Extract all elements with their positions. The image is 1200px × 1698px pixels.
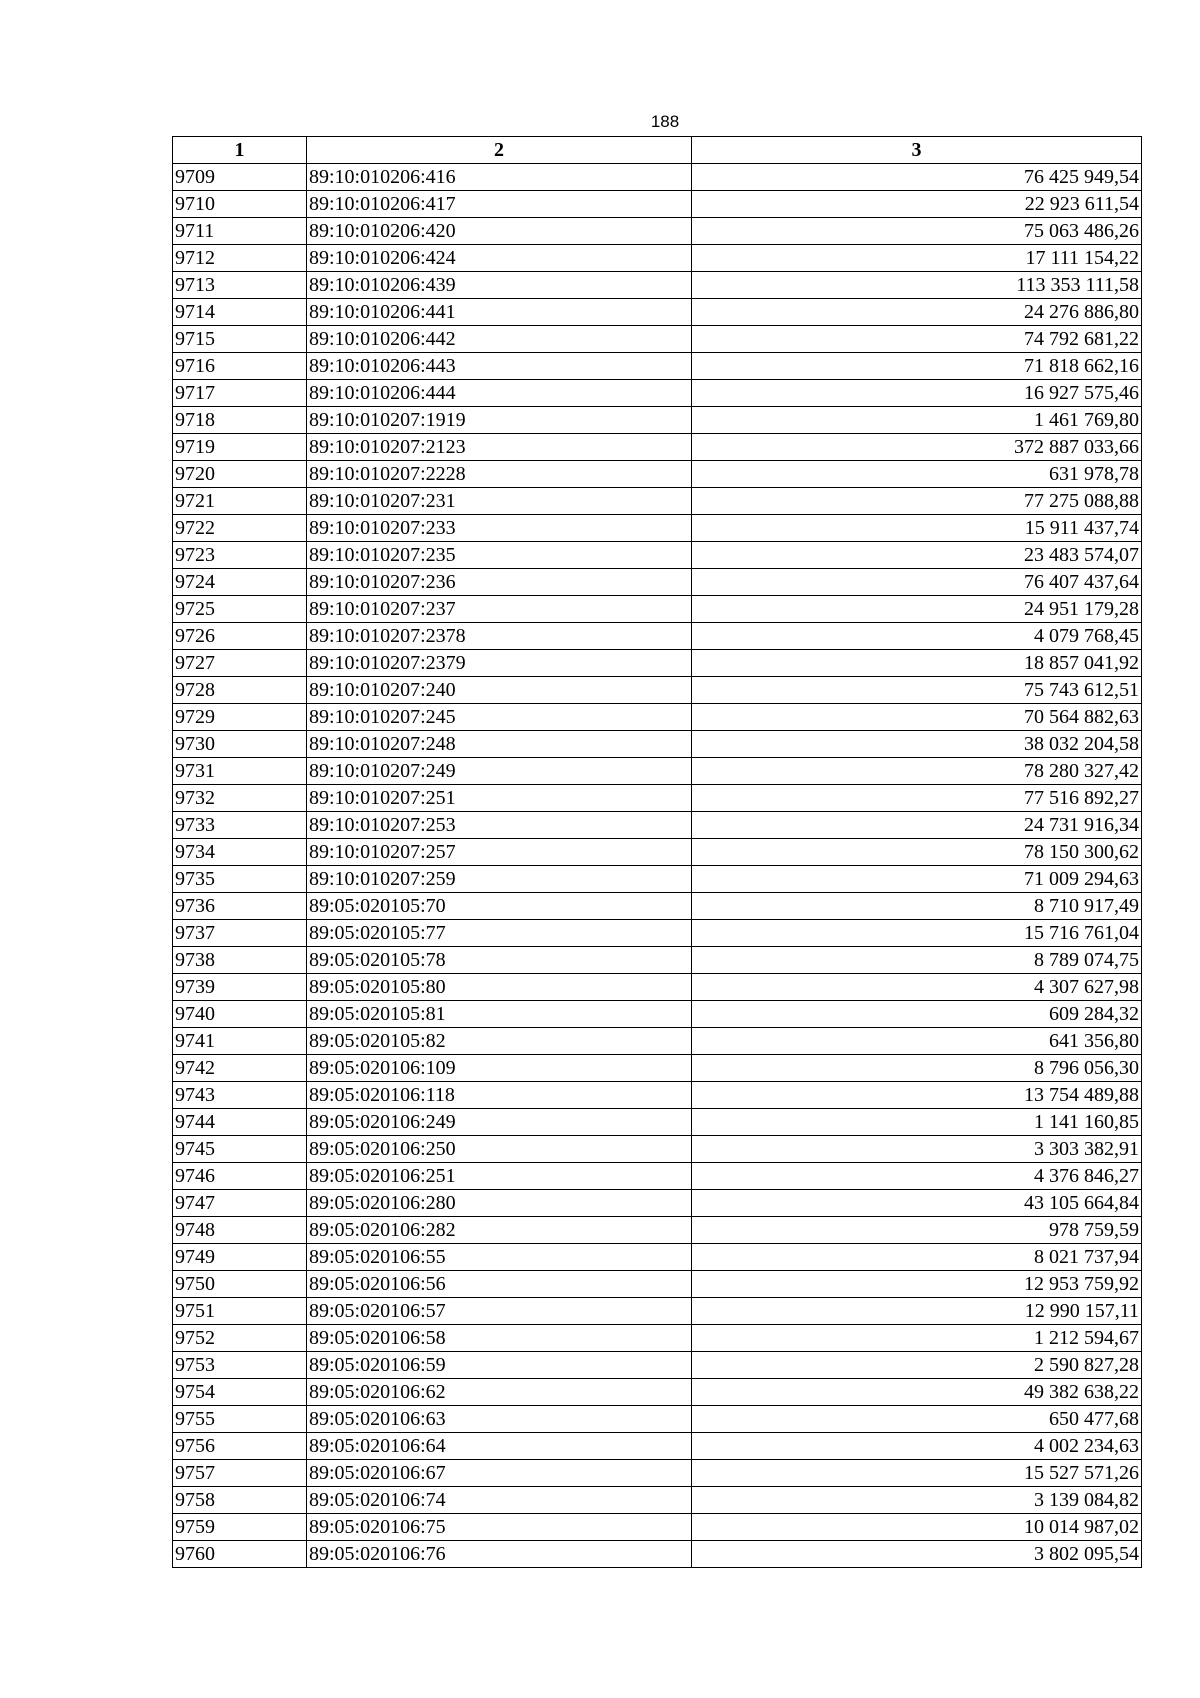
value-cell: 24 951 179,28 [692, 596, 1142, 623]
value-cell: 1 141 160,85 [692, 1109, 1142, 1136]
row-number-cell: 9714 [173, 299, 307, 326]
table-row [173, 1001, 1142, 1028]
value-cell: 2 590 827,28 [692, 1352, 1142, 1379]
row-number-cell: 9733 [173, 812, 307, 839]
table-row [173, 218, 1142, 245]
row-number-cell: 9740 [173, 1001, 307, 1028]
table-row [173, 542, 1142, 569]
table-row [173, 1487, 1142, 1514]
table-row [173, 1163, 1142, 1190]
table-row [173, 407, 1142, 434]
table-row [173, 164, 1142, 191]
row-number-cell: 9759 [173, 1514, 307, 1541]
cadastral-number-cell: 89:05:020106:251 [307, 1163, 692, 1190]
cadastral-number-cell: 89:10:010207:249 [307, 758, 692, 785]
value-cell: 18 857 041,92 [692, 650, 1142, 677]
row-number-cell: 9719 [173, 434, 307, 461]
table-header-row [173, 137, 1142, 164]
value-cell: 650 477,68 [692, 1406, 1142, 1433]
value-cell: 15 716 761,04 [692, 920, 1142, 947]
value-cell: 16 927 575,46 [692, 380, 1142, 407]
value-cell: 12 953 759,92 [692, 1271, 1142, 1298]
row-number-cell: 9747 [173, 1190, 307, 1217]
value-cell: 76 425 949,54 [692, 164, 1142, 191]
table-row [173, 1325, 1142, 1352]
row-number-cell: 9720 [173, 461, 307, 488]
cadastral-number-cell: 89:05:020106:67 [307, 1460, 692, 1487]
row-number-cell: 9722 [173, 515, 307, 542]
table-row [173, 461, 1142, 488]
row-number-cell: 9736 [173, 893, 307, 920]
cadastral-number-cell: 89:10:010207:257 [307, 839, 692, 866]
table-row [173, 731, 1142, 758]
row-number-cell: 9710 [173, 191, 307, 218]
value-cell: 609 284,32 [692, 1001, 1142, 1028]
cadastral-number-cell: 89:10:010207:235 [307, 542, 692, 569]
row-number-cell: 9757 [173, 1460, 307, 1487]
row-number-cell: 9734 [173, 839, 307, 866]
value-cell: 10 014 987,02 [692, 1514, 1142, 1541]
value-cell: 15 911 437,74 [692, 515, 1142, 542]
value-cell: 43 105 664,84 [692, 1190, 1142, 1217]
row-number-cell: 9745 [173, 1136, 307, 1163]
row-number-cell: 9755 [173, 1406, 307, 1433]
row-number-cell: 9730 [173, 731, 307, 758]
cadastral-number-cell: 89:05:020106:109 [307, 1055, 692, 1082]
value-cell: 8 796 056,30 [692, 1055, 1142, 1082]
cadastral-number-cell: 89:10:010207:259 [307, 866, 692, 893]
cadastral-number-cell: 89:05:020106:62 [307, 1379, 692, 1406]
value-cell: 12 990 157,11 [692, 1298, 1142, 1325]
cadastral-number-cell: 89:05:020106:55 [307, 1244, 692, 1271]
cadastral-number-cell: 89:10:010207:2123 [307, 434, 692, 461]
table-row [173, 758, 1142, 785]
row-number-cell: 9737 [173, 920, 307, 947]
cadastral-number-cell: 89:05:020106:75 [307, 1514, 692, 1541]
value-cell: 75 063 486,26 [692, 218, 1142, 245]
value-cell: 49 382 638,22 [692, 1379, 1142, 1406]
table-row [173, 1244, 1142, 1271]
table-row [173, 245, 1142, 272]
table-row [173, 1136, 1142, 1163]
value-cell: 4 307 627,98 [692, 974, 1142, 1001]
cadastral-number-cell: 89:05:020106:58 [307, 1325, 692, 1352]
table-row [173, 596, 1142, 623]
cadastral-number-cell: 89:10:010207:2228 [307, 461, 692, 488]
cadastral-number-cell: 89:10:010207:237 [307, 596, 692, 623]
table-row [173, 785, 1142, 812]
cadastral-number-cell: 89:05:020106:282 [307, 1217, 692, 1244]
table-row [173, 1082, 1142, 1109]
row-number-cell: 9711 [173, 218, 307, 245]
table-row [173, 974, 1142, 1001]
cadastral-number-cell: 89:05:020105:82 [307, 1028, 692, 1055]
table-row [173, 893, 1142, 920]
table-row [173, 623, 1142, 650]
value-cell: 22 923 611,54 [692, 191, 1142, 218]
column-header-1: 1 [173, 137, 307, 164]
cadastral-number-cell: 89:10:010207:236 [307, 569, 692, 596]
value-cell: 4 002 234,63 [692, 1433, 1142, 1460]
table-row [173, 1271, 1142, 1298]
row-number-cell: 9718 [173, 407, 307, 434]
row-number-cell: 9751 [173, 1298, 307, 1325]
cadastral-number-cell: 89:05:020106:59 [307, 1352, 692, 1379]
value-cell: 13 754 489,88 [692, 1082, 1142, 1109]
table-row [173, 272, 1142, 299]
row-number-cell: 9739 [173, 974, 307, 1001]
row-number-cell: 9729 [173, 704, 307, 731]
table-row [173, 1541, 1142, 1568]
value-cell: 78 150 300,62 [692, 839, 1142, 866]
value-cell: 76 407 437,64 [692, 569, 1142, 596]
value-cell: 77 516 892,27 [692, 785, 1142, 812]
value-cell: 8 710 917,49 [692, 893, 1142, 920]
column-header-2: 2 [307, 137, 692, 164]
table-row [173, 839, 1142, 866]
row-number-cell: 9727 [173, 650, 307, 677]
cadastral-number-cell: 89:05:020106:57 [307, 1298, 692, 1325]
table-row [173, 1379, 1142, 1406]
cadastral-number-cell: 89:05:020106:56 [307, 1271, 692, 1298]
column-header-3: 3 [692, 137, 1142, 164]
row-number-cell: 9753 [173, 1352, 307, 1379]
cadastral-number-cell: 89:05:020106:118 [307, 1082, 692, 1109]
table-row [173, 866, 1142, 893]
value-cell: 75 743 612,51 [692, 677, 1142, 704]
value-cell: 78 280 327,42 [692, 758, 1142, 785]
cadastral-number-cell: 89:10:010207:233 [307, 515, 692, 542]
cadastral-number-cell: 89:05:020105:78 [307, 947, 692, 974]
table-row [173, 1055, 1142, 1082]
row-number-cell: 9732 [173, 785, 307, 812]
cadastral-number-cell: 89:05:020106:63 [307, 1406, 692, 1433]
value-cell: 23 483 574,07 [692, 542, 1142, 569]
table-row [173, 704, 1142, 731]
row-number-cell: 9754 [173, 1379, 307, 1406]
row-number-cell: 9715 [173, 326, 307, 353]
row-number-cell: 9756 [173, 1433, 307, 1460]
value-cell: 8 789 074,75 [692, 947, 1142, 974]
value-cell: 77 275 088,88 [692, 488, 1142, 515]
row-number-cell: 9709 [173, 164, 307, 191]
cadastral-number-cell: 89:10:010207:248 [307, 731, 692, 758]
table-row [173, 515, 1142, 542]
value-cell: 71 009 294,63 [692, 866, 1142, 893]
value-cell: 8 021 737,94 [692, 1244, 1142, 1271]
row-number-cell: 9735 [173, 866, 307, 893]
cadastral-number-cell: 89:05:020106:74 [307, 1487, 692, 1514]
cadastral-number-cell: 89:05:020106:280 [307, 1190, 692, 1217]
value-cell: 17 111 154,22 [692, 245, 1142, 272]
table-row [173, 488, 1142, 515]
table-row [173, 326, 1142, 353]
value-cell: 113 353 111,58 [692, 272, 1142, 299]
value-cell: 38 032 204,58 [692, 731, 1142, 758]
cadastral-number-cell: 89:10:010206:443 [307, 353, 692, 380]
table-row [173, 1298, 1142, 1325]
cadastral-number-cell: 89:10:010206:444 [307, 380, 692, 407]
row-number-cell: 9743 [173, 1082, 307, 1109]
cadastral-number-cell: 89:10:010207:2378 [307, 623, 692, 650]
value-cell: 631 978,78 [692, 461, 1142, 488]
cadastral-number-cell: 89:05:020106:76 [307, 1541, 692, 1568]
row-number-cell: 9744 [173, 1109, 307, 1136]
table-row [173, 1514, 1142, 1541]
table-row [173, 299, 1142, 326]
table-row [173, 1028, 1142, 1055]
table-row [173, 569, 1142, 596]
row-number-cell: 9749 [173, 1244, 307, 1271]
cadastral-number-cell: 89:10:010207:245 [307, 704, 692, 731]
cadastral-number-cell: 89:05:020105:77 [307, 920, 692, 947]
table-row [173, 353, 1142, 380]
table-row [173, 947, 1142, 974]
value-cell: 641 356,80 [692, 1028, 1142, 1055]
value-cell: 24 276 886,80 [692, 299, 1142, 326]
cadastral-number-cell: 89:05:020105:81 [307, 1001, 692, 1028]
row-number-cell: 9726 [173, 623, 307, 650]
cadastral-number-cell: 89:10:010207:1919 [307, 407, 692, 434]
value-cell: 978 759,59 [692, 1217, 1142, 1244]
table-row [173, 1217, 1142, 1244]
table-row [173, 1460, 1142, 1487]
table-row [173, 1352, 1142, 1379]
value-cell: 70 564 882,63 [692, 704, 1142, 731]
cadastral-number-cell: 89:10:010207:231 [307, 488, 692, 515]
value-cell: 4 079 768,45 [692, 623, 1142, 650]
table-row [173, 812, 1142, 839]
row-number-cell: 9725 [173, 596, 307, 623]
cadastral-number-cell: 89:10:010207:2379 [307, 650, 692, 677]
cadastral-number-cell: 89:10:010206:417 [307, 191, 692, 218]
cadastral-number-cell: 89:05:020105:70 [307, 893, 692, 920]
row-number-cell: 9758 [173, 1487, 307, 1514]
row-number-cell: 9716 [173, 353, 307, 380]
value-cell: 3 802 095,54 [692, 1541, 1142, 1568]
cadastral-number-cell: 89:05:020106:64 [307, 1433, 692, 1460]
table-row [173, 1109, 1142, 1136]
cadastral-number-cell: 89:10:010206:442 [307, 326, 692, 353]
cadastral-number-cell: 89:05:020105:80 [307, 974, 692, 1001]
table-row [173, 650, 1142, 677]
row-number-cell: 9724 [173, 569, 307, 596]
table-row [173, 380, 1142, 407]
row-number-cell: 9731 [173, 758, 307, 785]
data-table [172, 136, 1142, 1568]
row-number-cell: 9712 [173, 245, 307, 272]
table-row [173, 1406, 1142, 1433]
value-cell: 3 139 084,82 [692, 1487, 1142, 1514]
row-number-cell: 9750 [173, 1271, 307, 1298]
table-row [173, 1433, 1142, 1460]
cadastral-number-cell: 89:10:010207:240 [307, 677, 692, 704]
value-cell: 74 792 681,22 [692, 326, 1142, 353]
value-cell: 3 303 382,91 [692, 1136, 1142, 1163]
cadastral-number-cell: 89:10:010207:253 [307, 812, 692, 839]
row-number-cell: 9713 [173, 272, 307, 299]
table-body [173, 164, 1142, 1568]
row-number-cell: 9741 [173, 1028, 307, 1055]
cadastral-number-cell: 89:10:010206:416 [307, 164, 692, 191]
cadastral-number-cell: 89:10:010206:424 [307, 245, 692, 272]
table-row [173, 191, 1142, 218]
table-row [173, 920, 1142, 947]
table-row [173, 1190, 1142, 1217]
page-number: 188 [650, 112, 680, 131]
value-cell: 1 461 769,80 [692, 407, 1142, 434]
cadastral-number-cell: 89:10:010206:420 [307, 218, 692, 245]
table-row [173, 677, 1142, 704]
row-number-cell: 9738 [173, 947, 307, 974]
value-cell: 372 887 033,66 [692, 434, 1142, 461]
row-number-cell: 9752 [173, 1325, 307, 1352]
row-number-cell: 9723 [173, 542, 307, 569]
row-number-cell: 9717 [173, 380, 307, 407]
value-cell: 1 212 594,67 [692, 1325, 1142, 1352]
row-number-cell: 9760 [173, 1541, 307, 1568]
row-number-cell: 9742 [173, 1055, 307, 1082]
cadastral-number-cell: 89:05:020106:250 [307, 1136, 692, 1163]
value-cell: 15 527 571,26 [692, 1460, 1142, 1487]
table-row [173, 434, 1142, 461]
row-number-cell: 9748 [173, 1217, 307, 1244]
value-cell: 71 818 662,16 [692, 353, 1142, 380]
row-number-cell: 9728 [173, 677, 307, 704]
row-number-cell: 9746 [173, 1163, 307, 1190]
cadastral-number-cell: 89:05:020106:249 [307, 1109, 692, 1136]
value-cell: 4 376 846,27 [692, 1163, 1142, 1190]
cadastral-number-cell: 89:10:010207:251 [307, 785, 692, 812]
row-number-cell: 9721 [173, 488, 307, 515]
value-cell: 24 731 916,34 [692, 812, 1142, 839]
cadastral-number-cell: 89:10:010206:441 [307, 299, 692, 326]
cadastral-number-cell: 89:10:010206:439 [307, 272, 692, 299]
